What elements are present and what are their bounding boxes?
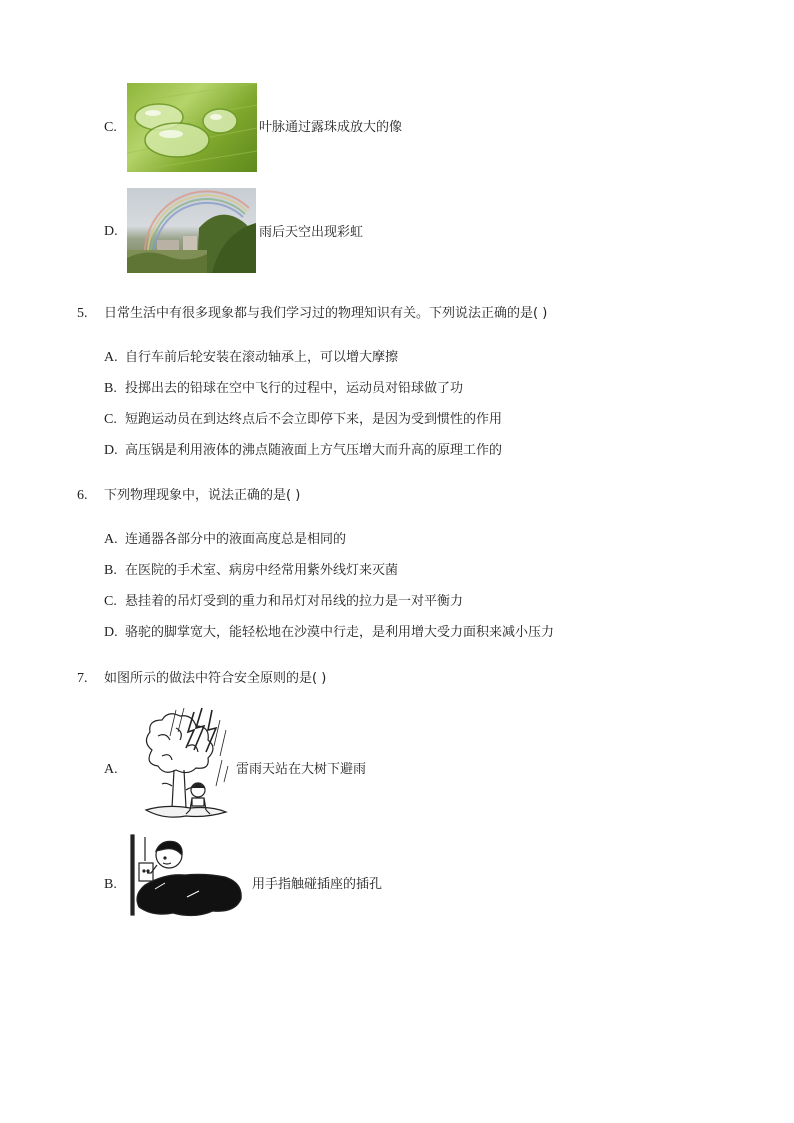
option-letter: A.	[104, 762, 118, 777]
option-text: 悬挂着的吊灯受到的重力和吊灯对吊线的拉力是一对平衡力	[125, 594, 464, 609]
option-text: 骆驼的脚掌宽大，能轻松地在沙漠中行走，是利用增大受力面积来减小压力	[125, 625, 555, 640]
question-number: 6.	[77, 488, 88, 503]
option-letter: B.	[104, 381, 117, 396]
question-text: 如图所示的做法中符合安全原则的是( )	[104, 671, 327, 686]
option-letter: A.	[104, 532, 118, 547]
option-letter: C.	[104, 594, 117, 609]
option-letter: A.	[104, 350, 118, 365]
option-letter: D.	[104, 224, 118, 239]
question-text: 下列物理现象中，说法正确的是( )	[104, 488, 301, 503]
option-text: 投掷出去的铅球在空中飞行的过程中，运动员对铅球做了功	[125, 381, 464, 396]
child-touching-socket-image	[125, 833, 247, 925]
option-text: 短跑运动员在到达终点后不会立即停下来，是因为受到惯性的作用	[125, 412, 503, 427]
water-droplets-on-leaf-image	[127, 83, 257, 172]
question-number: 5.	[77, 306, 88, 321]
question-text: 日常生活中有很多现象都与我们学习过的物理知识有关。下列说法正确的是( )	[104, 306, 548, 321]
option-letter: D.	[104, 625, 118, 640]
rainbow-landscape-image	[127, 188, 256, 273]
option-letter: B.	[104, 563, 117, 578]
option-letter: C.	[104, 412, 117, 427]
option-letter: B.	[104, 877, 117, 892]
option-letter: D.	[104, 443, 118, 458]
boy-under-tree-in-lightning-image	[136, 706, 232, 828]
option-letter: C.	[104, 120, 117, 135]
option-text: 雷雨天站在大树下避雨	[236, 762, 367, 777]
question-number: 7.	[77, 671, 88, 686]
option-text: 用手指触碰插座的插孔	[252, 877, 383, 892]
option-text: 叶脉通过露珠成放大的像	[259, 120, 403, 135]
option-text: 高压锅是利用液体的沸点随液面上方气压增大而升高的原理工作的	[125, 443, 503, 458]
option-text: 雨后天空出现彩虹	[259, 225, 364, 240]
option-text: 自行车前后轮安装在滚动轴承上，可以增大摩擦	[125, 350, 399, 365]
option-text: 在医院的手术室、病房中经常用紫外线灯来灭菌	[125, 563, 399, 578]
option-text: 连通器各部分中的液面高度总是相同的	[125, 532, 347, 547]
